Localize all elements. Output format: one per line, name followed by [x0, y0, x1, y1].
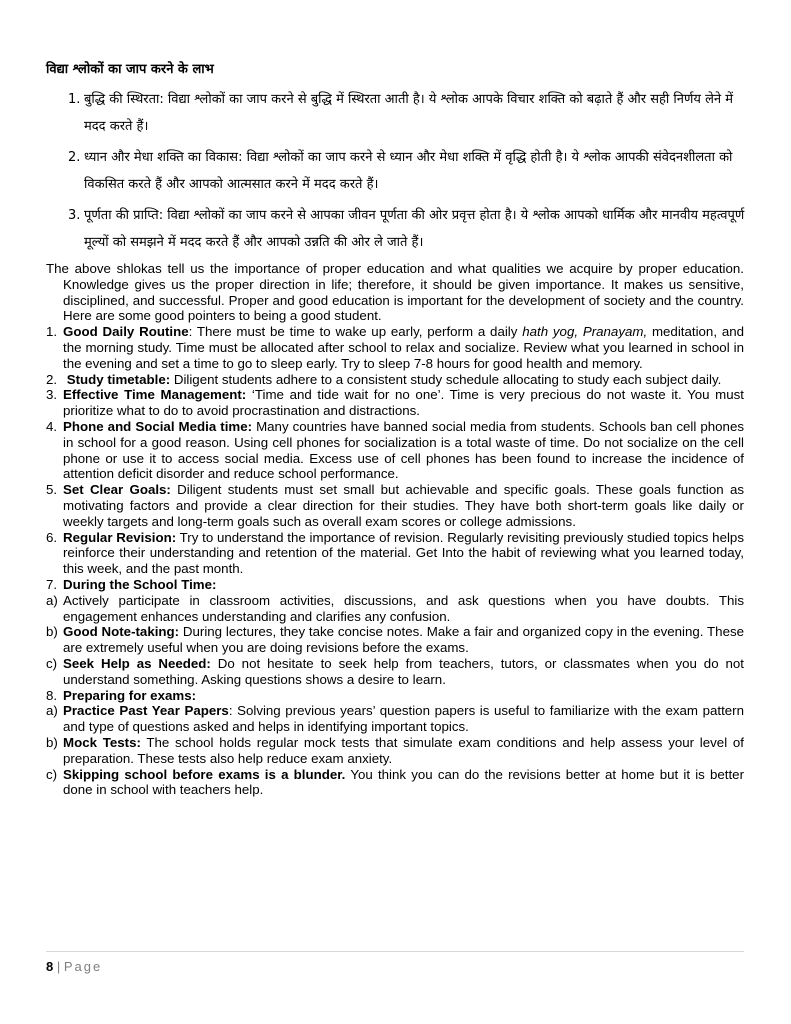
- point-number: 4.: [46, 418, 58, 434]
- subpoint-title: Good Note-taking:: [63, 624, 180, 640]
- point-title: Study timetable:: [66, 371, 171, 387]
- hindi-list-item: [46, 202, 756, 256]
- point-number: 5.: [46, 482, 58, 498]
- point-number: 1.: [46, 324, 58, 340]
- subpoint-letter: a): [46, 592, 58, 608]
- point-number: 3.: [46, 387, 58, 403]
- point-text: Try to understand the importance of revision. Regularly revisiting previously studied topics helps reinforce their understanding and retention of the material. Get Into the habit of reviewing what you learned today, this week, and the past month.: [63, 529, 744, 577]
- point-title: During the School Time:: [63, 576, 217, 592]
- point-time-management: [46, 387, 744, 419]
- page-footer: [46, 951, 744, 974]
- page-label: Page: [63, 959, 103, 974]
- intro-paragraph: The above shlokas tell us the importance of proper education and what qualities we acquire by proper education. Knowledge gives us the proper direction in life; therefore, it should be given importance. It makes us sensitive, disciplined, and successful. Proper and good education is important for the development of society and the country. Here are some good pointers to being a good student.: [46, 261, 744, 324]
- hindi-item-number: 3.: [68, 208, 81, 223]
- subpoint-title: Seek Help as Needed:: [63, 655, 211, 671]
- subpoint-letter: c): [46, 655, 58, 671]
- point-text: Diligent students adhere to a consistent study schedule allocating to study each subject daily.: [170, 371, 722, 387]
- subpoint-text: You think you can do the revisions better at home but it is better done in school with teachers help.: [63, 766, 745, 798]
- subpoint-mock-tests: [46, 735, 744, 767]
- subpoint-text: During lectures, they take concise notes. Make a fair and organized copy in the evening. These are extremely useful when you are doing revisions before the exams.: [63, 624, 745, 656]
- point-text: : There must be time to wake up early, perform a daily: [188, 324, 523, 340]
- point-title: Regular Revision:: [63, 529, 177, 545]
- hindi-item-text: ध्यान और मेधा शक्ति का विकास: विद्या श्लोकों का जाप करने से ध्यान और मेधा शक्ति में वृद्धि होती है। ये श्लोक आपकी संवेदनशीलता को विकसित करते हैं और आपको आत्मसात करने में मदद करते हैं।: [84, 150, 733, 192]
- point-title: Good Daily Routine: [63, 324, 189, 340]
- point-during-school-time: [46, 577, 744, 593]
- point-text: meditation, and the morning study. Time must be allocated after school to relax and socialize. Review what you learned in school in the evening and set a time to go to sleep early. Try to sleep 7-8 hours for good health and memory.: [63, 324, 745, 371]
- hindi-item-number: 2.: [68, 150, 81, 165]
- point-text: Many countries have banned social media from students. Schools ban cell phones in school for a good reason. Using cell phones for socialization is a total waste of time. Do not socialize on the cell phone or use it to access social media. Excess use of cell phones has been found to increase the incidence of attention deficit disorder and reduce school performance.: [63, 418, 744, 482]
- subpoint-title: Practice Past Year Papers: [63, 703, 229, 719]
- subpoint-letter: b): [46, 624, 58, 640]
- point-number: 8.: [46, 687, 58, 703]
- point-number: 2.: [46, 371, 58, 387]
- point-regular-revision: [46, 530, 744, 577]
- subpoint-letter: a): [46, 703, 58, 719]
- subpoint-past-papers: [46, 703, 744, 735]
- point-preparing-exams: [46, 688, 744, 704]
- subpoint-text: : Solving previous years’ question papers is useful to familiarize with the exam pattern and type of questions asked and helps in identifying important topics.: [63, 703, 744, 735]
- subpoint-seek-help: [46, 656, 744, 688]
- point-study-timetable: [46, 372, 744, 388]
- page-number: 8: [46, 959, 54, 974]
- footer-separator: |: [56, 959, 61, 974]
- subpoint-text: Do not hesitate to seek help from teachers, tutors, or classmates when you do not understand something. Asking questions shows a desire to learn.: [63, 655, 744, 687]
- point-set-clear-goals: [46, 482, 744, 529]
- subpoint-skipping-school: [46, 767, 744, 799]
- subpoint-text: Actively participate in classroom activities, discussions, and ask questions when you have doubts. This engagement enhances understanding and clarifies any confusion.: [63, 592, 744, 624]
- hindi-list-item: [46, 86, 756, 140]
- point-text: ‘Time and tide wait for no one’. Time is very precious do not waste it. You must prioritize what to do to avoid procrastination and distractions.: [63, 387, 744, 419]
- subpoint-text: The school holds regular mock tests that simulate exam conditions and help assess your level of preparation. These tests also help reduce exam anxiety.: [63, 734, 744, 766]
- hindi-item-text: पूर्णता की प्राप्ति: विद्या श्लोकों का जाप करने से आपका जीवन पूर्णता की ओर प्रवृत्त होता है। ये श्लोक आपको धार्मिक और मानवीय महत्वपूर्ण मूल्यों को समझने में मदद करते हैं और आपको उन्नति की ओर ले जाते हैं।: [84, 208, 745, 250]
- point-phone-social-media: [46, 419, 744, 482]
- point-title: Set Clear Goals:: [63, 482, 171, 498]
- subpoint-note-taking: [46, 624, 744, 656]
- hindi-item-text: बुद्धि की स्थिरता: विद्या श्लोकों का जाप करने से बुद्धि में स्थिरता आती है। ये श्लोक आपके विचार शक्ति को बढ़ाते हैं और सही निर्णय लेने में मदद करते हैं।: [84, 92, 734, 134]
- point-number: 7.: [46, 576, 58, 592]
- subpoint-participate: [46, 593, 744, 625]
- subpoint-letter: b): [46, 734, 58, 750]
- subpoint-letter: c): [46, 766, 58, 782]
- point-good-daily-routine: [46, 324, 744, 371]
- hindi-section: [46, 60, 756, 260]
- point-title: Effective Time Management:: [63, 387, 247, 403]
- english-section: [46, 261, 744, 798]
- point-text: Diligent students must set small but achievable and specific goals. These goals function as motivating factors and provide a clear direction for their studies. They have both short-term goals like daily or weekly targets and long-term goals such as overall exam scores or college admissions.: [63, 482, 744, 529]
- point-title: Preparing for exams:: [63, 687, 197, 703]
- subpoint-title: Skipping school before exams is a blunder.: [63, 766, 346, 782]
- point-title: Phone and Social Media time:: [63, 418, 253, 434]
- hindi-list-item: [46, 144, 756, 198]
- point-number: 6.: [46, 529, 58, 545]
- subpoint-title: Mock Tests:: [63, 734, 141, 750]
- hindi-list: [46, 86, 756, 256]
- hindi-heading: विद्या श्लोकों का जाप करने के लाभ: [46, 62, 214, 77]
- hindi-item-number: 1.: [68, 92, 81, 107]
- point-italic-text: hath yog, Pranayam,: [522, 324, 648, 340]
